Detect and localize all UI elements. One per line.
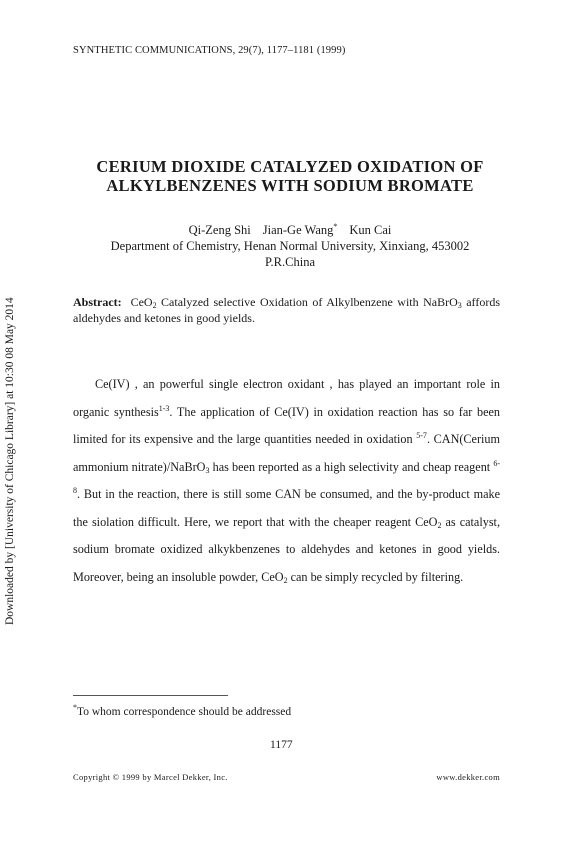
body-text-run: . The application of Ce(IV) in oxidation reaction has so far been limited for its expensive and the large quantities needed in oxidation	[73, 404, 500, 446]
affiliation-dept: Department of Chemistry, Henan Normal University, Xinxiang, 453002	[110, 239, 470, 253]
footnote-mark: *	[73, 703, 77, 712]
reference-marker: 6-8	[73, 458, 501, 495]
publisher-website: www.dekker.com	[436, 772, 500, 782]
journal-citation: SYNTHETIC COMMUNICATIONS, 29(7), 1177–1181 (1999)	[73, 45, 346, 56]
abstract-text: affords aldehydes and ketones in good yields.	[73, 295, 500, 325]
author-1: Qi-Zeng Shi	[188, 223, 251, 237]
body-text-run: Ce(IV) , an powerful single electron oxidant , has played an important role in organic synthesis	[73, 377, 500, 419]
download-watermark: Downloaded by [University of Chicago Library] at 10:30 08 May 2014	[4, 297, 16, 625]
abstract-label: Abstract:	[73, 295, 122, 309]
subscript: 2	[283, 575, 288, 585]
title-line-2: ALKYLBENZENES WITH SODIUM BROMATE	[106, 176, 474, 195]
author-3: Kun Cai	[349, 223, 392, 237]
body-text-run: as catalyst, sodium bromate oxidized alkykbenzenes to aldehydes and ketones in good yields. Moreover, being an insoluble powder, CeO	[73, 514, 500, 584]
footnote-divider	[73, 695, 228, 696]
body-text-run: . But in the reaction, there is still some CAN be consumed, and the by-product make the siolation difficult. Here, we report that with the cheaper reagent CeO	[73, 487, 500, 529]
abstract-text: CeO	[130, 295, 153, 309]
affiliation	[60, 238, 520, 270]
body-text-run: can be simply recycled by filtering.	[287, 569, 464, 584]
article-title	[60, 157, 520, 195]
body-text-run: has been reported as a high selectivity and cheap reagent	[209, 459, 494, 474]
affiliation-country: P.R.China	[264, 255, 315, 269]
author-2: Jian-Ge Wang	[262, 223, 334, 237]
footnote-text: To whom correspondence should be addressed	[77, 706, 292, 718]
subscript: 3	[205, 465, 210, 475]
subscript: 3	[457, 301, 462, 310]
abstract-text: Catalyzed selective Oxidation of Alkylbenzene with NaBrO	[156, 295, 458, 309]
subscript: 2	[437, 520, 442, 530]
footnote	[73, 703, 292, 718]
reference-marker: 5-7	[416, 431, 427, 440]
body-paragraph	[73, 371, 500, 591]
body-text-run: . CAN(Cerium ammonium nitrate)/NaBrO	[73, 432, 500, 474]
abstract	[73, 294, 500, 326]
corresponding-mark: *	[333, 222, 338, 231]
page-number: 1177	[270, 739, 293, 751]
title-line-1: CERIUM DIOXIDE CATALYZED OXIDATION OF	[96, 157, 484, 176]
body-text	[73, 371, 500, 591]
reference-marker: 1-3	[158, 403, 170, 413]
copyright: Copyright © 1999 by Marcel Dekker, Inc.	[73, 772, 228, 782]
subscript: 2	[152, 301, 157, 310]
author-list	[60, 222, 520, 238]
